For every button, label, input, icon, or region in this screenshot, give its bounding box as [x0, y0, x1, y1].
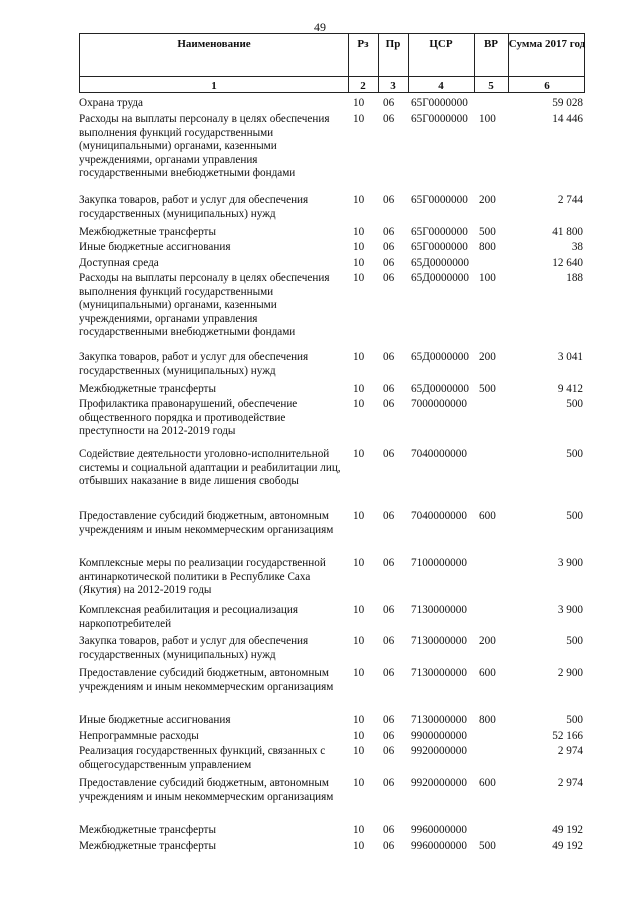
row-name: Межбюджетные трансферты: [79, 840, 216, 852]
row-pr: 06: [383, 226, 395, 238]
header-num-2: 2: [360, 80, 366, 92]
row-csr: 9900000000: [411, 730, 467, 742]
row-name: Непрограммные расходы: [79, 730, 199, 742]
row-rz: 10: [353, 97, 365, 109]
row-vr: 200: [479, 194, 496, 206]
row-name: Содействие деятельности уголовно-исполнительной системы и социальной адаптации и реабилитации лиц, отбывших наказание в виде лишения свободы: [79, 448, 341, 487]
row-sum: 41 800: [552, 226, 583, 238]
row-name: Межбюджетные трансферты: [79, 226, 216, 238]
row-sum: 188: [566, 272, 583, 284]
row-pr: 06: [383, 241, 395, 253]
row-csr: 65Д0000000: [411, 272, 469, 284]
row-csr: 9960000000: [411, 840, 467, 852]
row-sum: 500: [566, 635, 583, 647]
row-csr: 7130000000: [411, 714, 467, 726]
row-sum: 500: [566, 714, 583, 726]
header-num-1: 1: [211, 80, 217, 92]
header-vr: ВР: [483, 38, 499, 50]
row-rz: 10: [353, 272, 365, 284]
row-rz: 10: [353, 226, 365, 238]
row-vr: 800: [479, 241, 496, 253]
row-pr: 06: [383, 383, 395, 395]
row-sum: 3 900: [557, 604, 583, 616]
row-vr: 500: [479, 226, 496, 238]
row-rz: 10: [353, 398, 365, 410]
row-csr: 7100000000: [411, 557, 467, 569]
row-sum: 49 192: [552, 840, 583, 852]
table-header: [79, 33, 585, 93]
row-name: Предоставление субсидий бюджетным, автономным учреждениям и иным некоммерческим организациям: [79, 667, 334, 693]
row-vr: 200: [479, 351, 496, 363]
row-csr: 7000000000: [411, 398, 467, 410]
row-rz: 10: [353, 448, 365, 460]
row-sum: 2 900: [557, 667, 583, 679]
row-pr: 06: [383, 113, 395, 125]
row-vr: 600: [479, 667, 496, 679]
row-pr: 06: [383, 635, 395, 647]
row-pr: 06: [383, 557, 395, 569]
header-name: Наименование: [177, 38, 251, 50]
row-vr: 600: [479, 510, 496, 522]
row-name: Предоставление субсидий бюджетным, автономным учреждениям и иным некоммерческим организациям: [79, 777, 334, 803]
row-sum: 500: [566, 398, 583, 410]
row-rz: 10: [353, 730, 365, 742]
row-vr: 500: [479, 840, 496, 852]
row-rz: 10: [353, 351, 365, 363]
row-csr: 65Г0000000: [411, 97, 468, 109]
row-csr: 7040000000: [411, 510, 467, 522]
row-csr: 9920000000: [411, 777, 467, 789]
row-rz: 10: [353, 510, 365, 522]
row-rz: 10: [353, 667, 365, 679]
header-num-6: 6: [544, 80, 550, 92]
row-pr: 06: [383, 667, 395, 679]
header-csr: ЦСР: [429, 38, 453, 50]
row-sum: 49 192: [552, 824, 583, 836]
row-vr: 500: [479, 383, 496, 395]
header-sum: Сумма 2017 год: [508, 38, 586, 50]
page-number: 49: [314, 20, 326, 34]
row-pr: 06: [383, 840, 395, 852]
row-rz: 10: [353, 113, 365, 125]
row-pr: 06: [383, 351, 395, 363]
row-name: Расходы на выплаты персоналу в целях обеспечения выполнения функций государственными (муниципальными) органами, казенными учреждениями, органами управления государственными внебюджетными фондами: [79, 272, 330, 338]
row-sum: 2 974: [557, 777, 583, 789]
header-rz: Рз: [357, 38, 369, 50]
row-name: Иные бюджетные ассигнования: [79, 714, 231, 726]
row-name: Межбюджетные трансферты: [79, 383, 216, 395]
row-rz: 10: [353, 241, 365, 253]
row-rz: 10: [353, 604, 365, 616]
row-name: Расходы на выплаты персоналу в целях обеспечения выполнения функций государственными (муниципальными) органами, казенными учреждениями, органами управления государственными внебюджетными фондами: [79, 113, 330, 179]
row-csr: 7040000000: [411, 448, 467, 460]
row-rz: 10: [353, 824, 365, 836]
row-vr: 100: [479, 272, 496, 284]
row-rz: 10: [353, 635, 365, 647]
row-sum: 3 900: [557, 557, 583, 569]
row-name: Закупка товаров, работ и услуг для обеспечения государственных (муниципальных) нужд: [79, 635, 309, 661]
row-csr: 7130000000: [411, 667, 467, 679]
row-name: Профилактика правонарушений, обеспечение общественного порядка и противодействие преступности на 2012-2019 годы: [79, 398, 298, 437]
row-name: Закупка товаров, работ и услуг для обеспечения государственных (муниципальных) нужд: [79, 194, 309, 220]
row-csr: 7130000000: [411, 604, 467, 616]
row-name: Доступная среда: [79, 257, 159, 269]
row-rz: 10: [353, 777, 365, 789]
row-rz: 10: [353, 257, 365, 269]
row-pr: 06: [383, 194, 395, 206]
row-csr: 9960000000: [411, 824, 467, 836]
header-num-4: 4: [438, 80, 444, 92]
row-sum: 2 974: [557, 745, 583, 757]
row-name: Иные бюджетные ассигнования: [79, 241, 231, 253]
row-rz: 10: [353, 714, 365, 726]
row-pr: 06: [383, 272, 395, 284]
row-name: Комплексная реабилитация и ресоциализация наркопотребителей: [79, 604, 299, 630]
row-sum: 2 744: [557, 194, 583, 206]
row-sum: 9 412: [557, 383, 583, 395]
row-pr: 06: [383, 604, 395, 616]
row-csr: 65Д0000000: [411, 257, 469, 269]
row-pr: 06: [383, 777, 395, 789]
row-name: Предоставление субсидий бюджетным, автономным учреждениям и иным некоммерческим организациям: [79, 510, 334, 536]
row-sum: 59 028: [552, 97, 583, 109]
row-name: Охрана труда: [79, 97, 143, 109]
row-name: Комплексные меры по реализации государственной антинаркотической политики в Республике Саха (Якутия) на 2012-2019 годы: [79, 557, 326, 596]
row-pr: 06: [383, 730, 395, 742]
row-rz: 10: [353, 840, 365, 852]
header-num-5: 5: [488, 80, 494, 92]
row-sum: 14 446: [552, 113, 583, 125]
row-csr: 65Г0000000: [411, 241, 468, 253]
row-vr: 800: [479, 714, 496, 726]
row-vr: 100: [479, 113, 496, 125]
row-csr: 65Г0000000: [411, 194, 468, 206]
row-name: Межбюджетные трансферты: [79, 824, 216, 836]
row-vr: 200: [479, 635, 496, 647]
row-csr: 65Г0000000: [411, 113, 468, 125]
row-sum: 3 041: [557, 351, 583, 363]
row-csr: 65Д0000000: [411, 351, 469, 363]
row-csr: 65Д0000000: [411, 383, 469, 395]
row-sum: 500: [566, 510, 583, 522]
row-csr: 65Г0000000: [411, 226, 468, 238]
row-name: Закупка товаров, работ и услуг для обеспечения государственных (муниципальных) нужд: [79, 351, 309, 377]
row-pr: 06: [383, 257, 395, 269]
row-vr: 600: [479, 777, 496, 789]
header-num-3: 3: [390, 80, 396, 92]
row-pr: 06: [383, 510, 395, 522]
row-name: Реализация государственных функций, связанных с общегосударственным управлением: [79, 745, 326, 771]
row-sum: 38: [571, 241, 583, 253]
row-csr: 9920000000: [411, 745, 467, 757]
row-csr: 7130000000: [411, 635, 467, 647]
row-pr: 06: [383, 97, 395, 109]
row-pr: 06: [383, 448, 395, 460]
row-rz: 10: [353, 383, 365, 395]
row-sum: 12 640: [552, 257, 583, 269]
row-pr: 06: [383, 824, 395, 836]
row-pr: 06: [383, 714, 395, 726]
row-rz: 10: [353, 745, 365, 757]
header-pr: Пр: [385, 38, 401, 50]
row-pr: 06: [383, 745, 395, 757]
row-pr: 06: [383, 398, 395, 410]
row-sum: 52 166: [552, 730, 583, 742]
row-rz: 10: [353, 194, 365, 206]
row-rz: 10: [353, 557, 365, 569]
row-sum: 500: [566, 448, 583, 460]
